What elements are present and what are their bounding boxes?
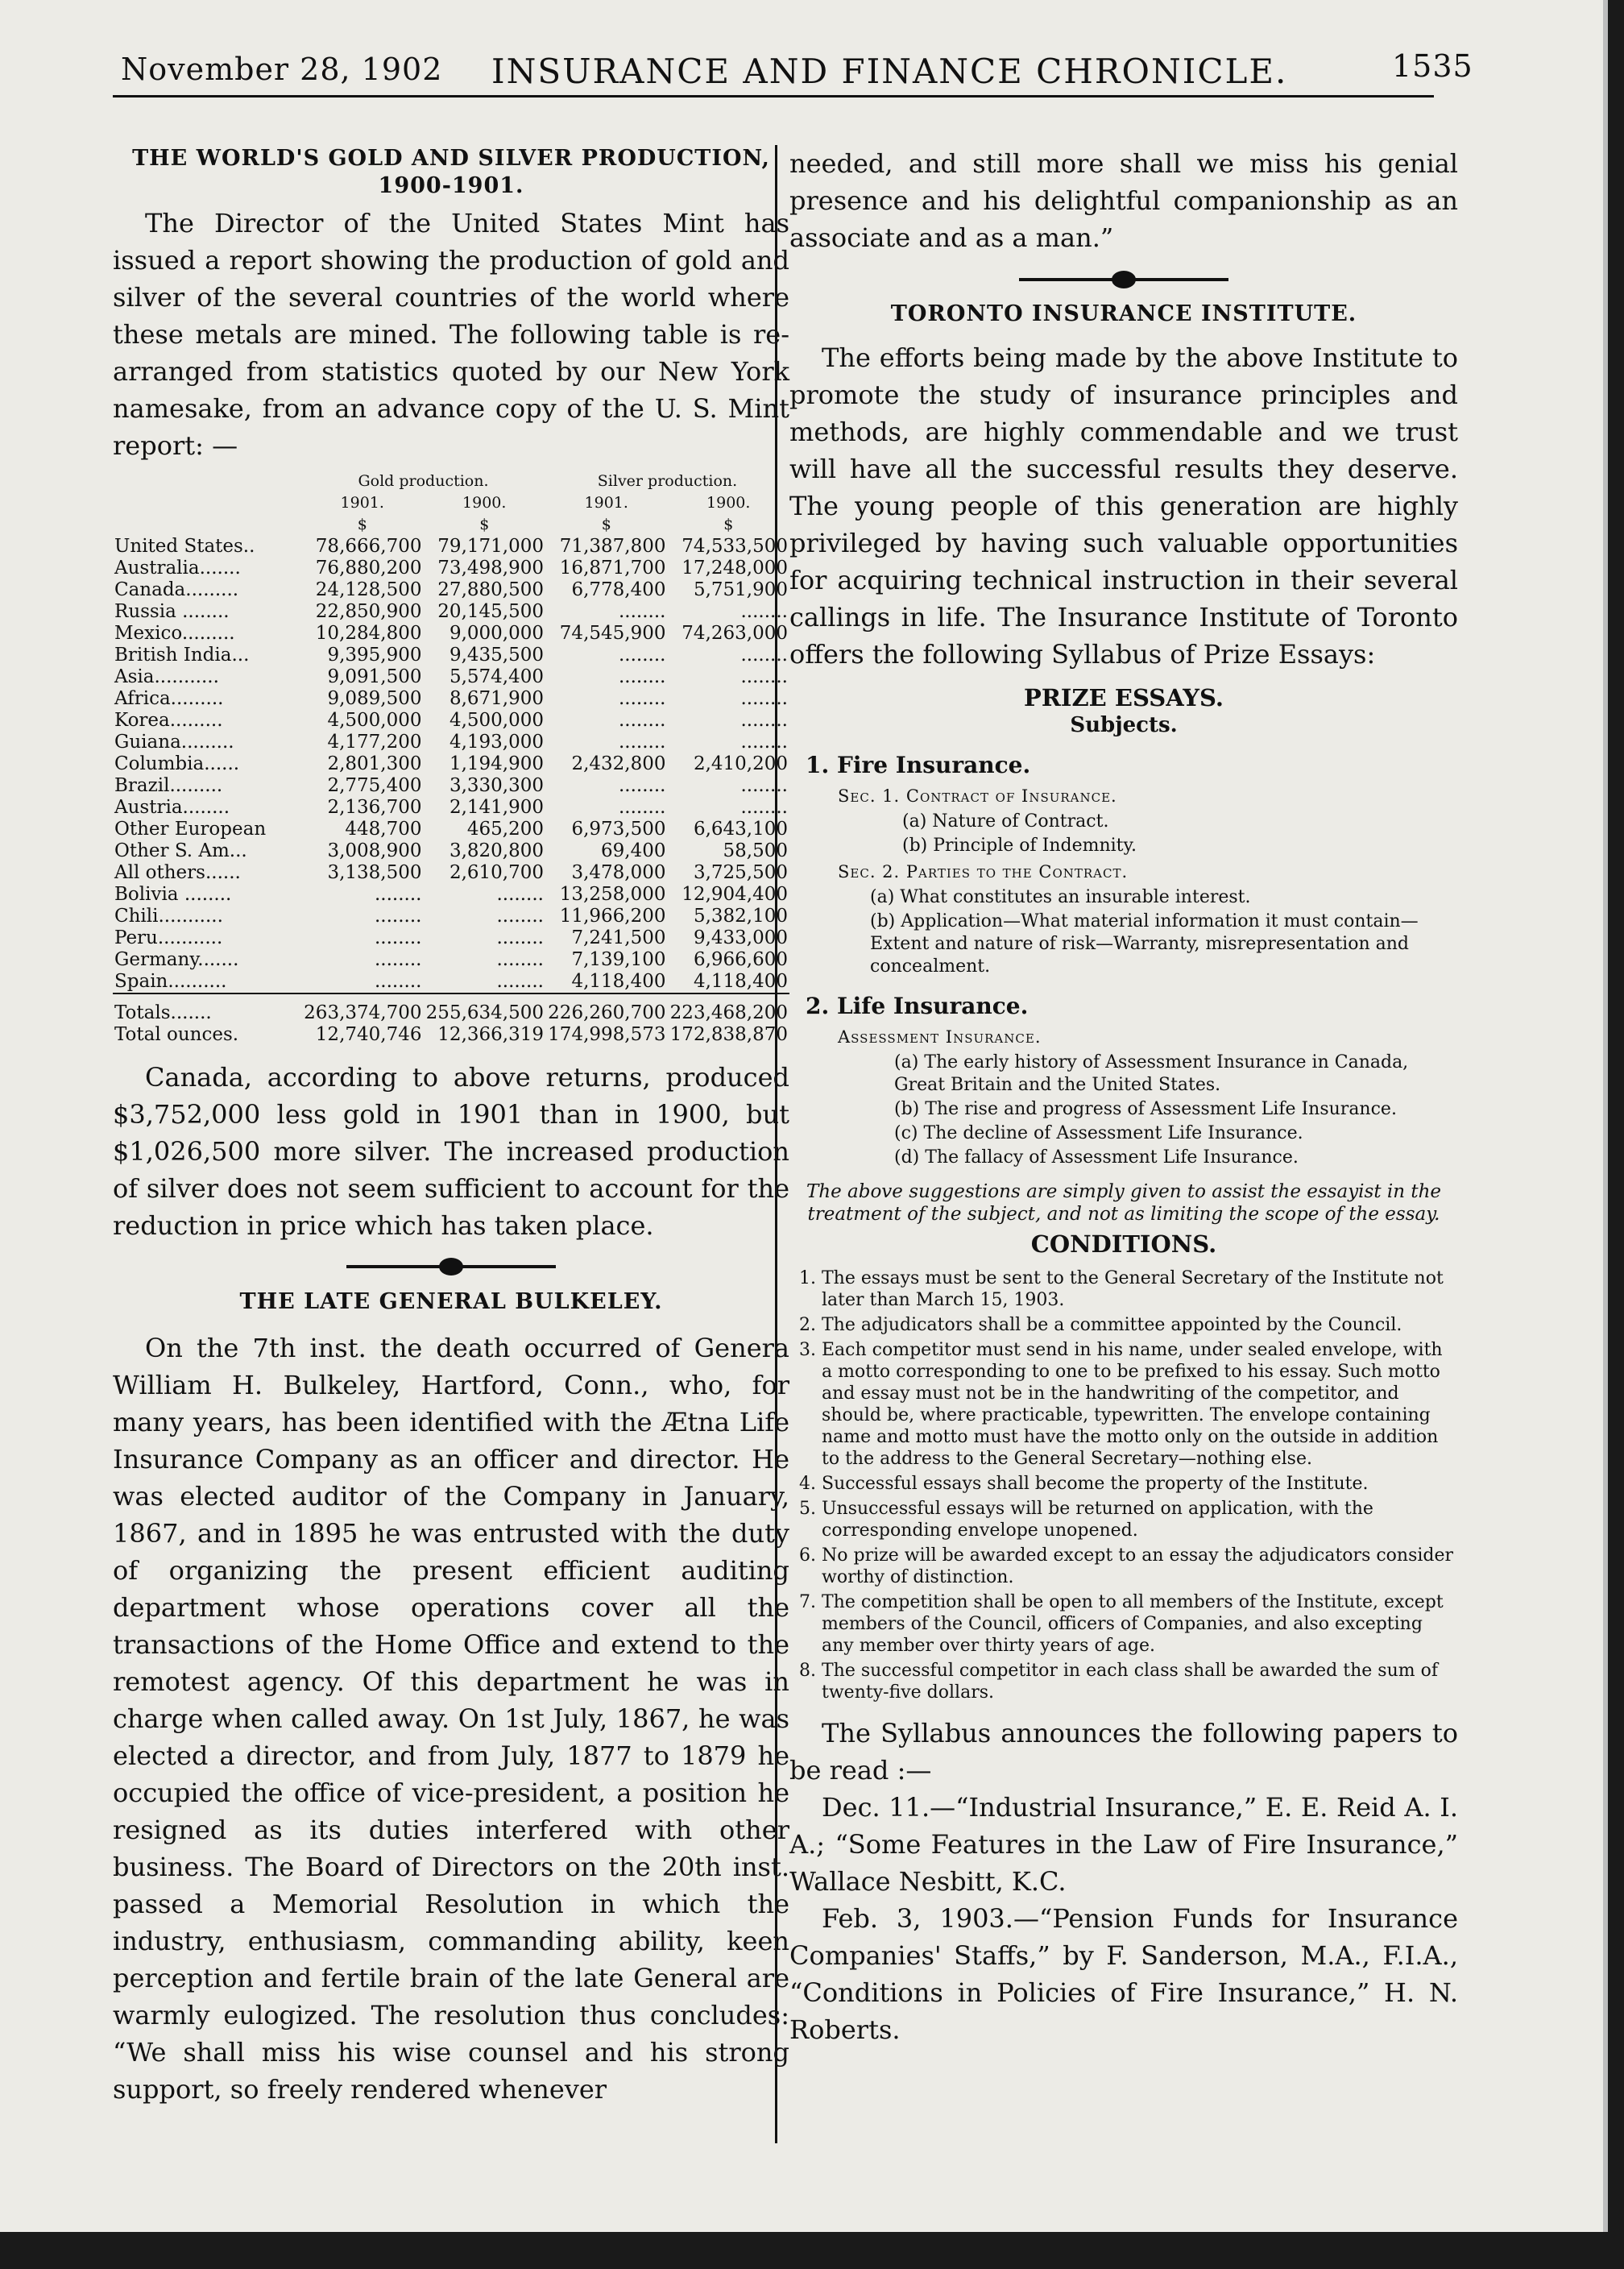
table-cell: 9,091,500 [327,666,422,687]
table-cell: 71,387,800 [559,535,666,557]
conditions-list [789,1267,1458,1703]
condition-item: 5. Unsuccessful essays will be returned on application, with the corresponding envelope unopened. [822,1498,1458,1541]
life-item: (a) The early history of Assessment Insurance in Canada, Great Britain and the United States. [894,1052,1409,1095]
fire-sec1: Sec. 1. Contract of Insurance. [838,786,1117,806]
table-group-gold: Gold production. [358,471,489,490]
table-row [113,645,789,666]
table-cell: 223,468,200 [668,993,790,1024]
table-row-label: United States.. [114,535,255,557]
table-cell: 2,432,800 [571,753,666,774]
table-unit: $ [601,515,611,533]
table-cell: 7,241,500 [571,927,666,948]
table-unit: $ [479,515,490,533]
syllabus-feb: Feb. 3, 1903.—“Pension Funds for Insurance Companies' Staffs,” by F. Sanderson, M.A., F.I.A., “Conditions in Policies of Fire Insurance,” H. N. Roberts. [789,1902,1458,2045]
fire-sec2-item: (a) What constitutes an insurable interest. [870,886,1251,907]
table-row-label: Bolivia ........ [114,883,232,905]
table-cell: ........ [740,796,788,818]
table-cell: 9,089,500 [327,687,422,709]
fire-sec1-item: (a) Nature of Contract. [902,811,1109,832]
table-year: 1900. [462,493,507,512]
condition-item: 6. No prize will be awarded except to an essay the adjudicators consider worthy of distinction. [822,1545,1458,1588]
table-year: 1901. [340,493,384,512]
table-cell: ........ [619,666,666,687]
table-cell: 78,666,700 [315,535,422,557]
table-row [113,862,789,884]
table-cell: 74,533,500 [682,535,788,557]
table-cell: 3,008,900 [327,840,422,861]
table-row-ounces [113,1024,789,1046]
table-cell: 2,136,700 [327,796,422,818]
table-cell: 12,904,400 [682,883,788,905]
table-cell: 226,260,700 [545,993,668,1024]
header-rule [113,95,1434,97]
table-cell: ........ [619,709,666,731]
table-cell: 2,141,900 [449,796,544,818]
table-row-label: Austria........ [114,796,230,818]
table-cell: ........ [740,600,788,622]
table-cell: 79,171,000 [437,535,544,557]
table-row-label: All others...... [114,861,241,883]
table-cell: 74,263,000 [682,622,788,644]
table-row-label: Columbia...... [114,753,240,774]
article-title-bulkeley: THE LATE GENERAL BULKELEY. [239,1288,663,1314]
table-cell: 5,574,400 [449,666,544,687]
table-year: 1900. [706,493,751,512]
table-cell: 5,751,900 [693,579,788,600]
table-cell: 20,145,500 [437,600,544,622]
table-row [113,753,789,775]
conditions-title: CONDITIONS. [1030,1230,1217,1258]
table-row-label: Africa......... [114,687,224,709]
table-row-totals [113,993,789,1024]
table-cell: ........ [375,948,422,970]
table-row [113,666,789,688]
table-row [113,710,789,732]
table-row-label: Guiana......... [114,731,234,753]
table-cell: 6,973,500 [571,818,666,840]
table-cell: 2,610,700 [449,861,544,883]
table-row [113,971,789,993]
table-cell: 448,700 [345,818,422,840]
table-cell: 5,382,100 [693,905,788,927]
table-cell: 13,258,000 [559,883,666,905]
table-row [113,623,789,645]
toronto-intro: The efforts being made by the above Institute to promote the study of insurance principles and methods, are highly commendable and we trust will have all the successful results they deserve. The young people of this generation are highly privileged by having such valuable opportunities for acquiring technical instruction in their several callings in life. The Insurance Institute of Toronto offers the following Syllabus of Prize Essays: [789,342,1458,670]
table-row [113,840,789,862]
table-cell: ........ [496,905,544,927]
table-cell: ........ [375,905,422,927]
condition-item: 1. The essays must be sent to the General Secretary of the Institute not later than March 15, 1903. [822,1267,1458,1311]
table-row [113,558,789,579]
table-cell: 6,643,100 [693,818,788,840]
table-cell: 172,838,870 [669,1023,788,1045]
table-cell: 3,138,500 [327,861,422,883]
suggestions-note: The above suggestions are simply given to assist the essayist in the treatment of the subject, and not as limiting the scope of the essay. [806,1180,1442,1225]
table-cell: 12,366,319 [437,1023,544,1045]
table-cell: 4,177,200 [327,731,422,753]
prize-essays-title: PRIZE ESSAYS. [1024,683,1224,711]
running-head-title: INSURANCE AND FINANCE CHRONICLE. [491,52,1288,91]
table-row-label: Total ounces. [114,1023,239,1045]
gold-conclusion-paragraph: Canada, according to above returns, produced $3,752,000 less gold in 1901 than in 1900, but $1,026,500 more silver. The increased production of silver does not seem sufficient to account for the reduction in price which has taken place. [113,1061,789,1241]
table-cell: ........ [496,970,544,992]
table-cell: 4,118,400 [571,970,666,992]
table-row-label: Brazil......... [114,774,223,796]
condition-item: 3. Each competitor must send in his name, under sealed envelope, with a motto corresponding to one to be prefixed to his essay. Such motto and essay must not be in the handwriting of the competitor, and should be, where practicable, typewritten. The envelope containing name and motto must have the motto only on the outside in addition to the address to the General Secretary—nothing else. [822,1339,1458,1470]
right-column [789,145,1458,2048]
table-row-label: Germany....... [114,948,239,970]
table-cell: ........ [740,731,788,753]
table-cell: ........ [619,731,666,753]
table-cell: 8,671,900 [449,687,544,709]
article-title-line1: THE WORLD'S GOLD AND SILVER PRODUCTION, [132,146,770,171]
table-cell: 73,498,900 [437,557,544,579]
table-row-label: Asia........... [114,666,219,687]
table-cell: 1,194,900 [449,753,544,774]
table-corner [113,471,301,492]
table-cell: ........ [740,774,788,796]
table-row-label: Korea......... [114,709,223,731]
table-row [113,819,789,840]
table-row-label: Totals....... [113,993,301,1024]
section-separator [789,271,1458,286]
table-cell: 12,740,746 [315,1023,422,1045]
table-cell: 58,500 [723,840,788,861]
table-cell: 263,374,700 [301,993,424,1024]
table-cell: 4,500,000 [327,709,422,731]
table-row-label: Australia....... [114,557,241,579]
subjects-title: Subjects. [1070,712,1178,737]
table-cell: 17,248,000 [682,557,788,579]
article-title-gold [113,145,789,200]
table-cell: 2,775,400 [327,774,422,796]
table-cell: ........ [375,883,422,905]
table-cell: 6,966,600 [693,948,788,970]
table-cell: ........ [619,644,666,666]
table-row-label: Russia ........ [114,600,230,622]
table-row [113,906,789,927]
table-cell: ........ [619,796,666,818]
production-table [113,471,789,1046]
table-row [113,688,789,710]
table-cell: ........ [496,948,544,970]
condition-item: 7. The competition shall be open to all members of the Institute, except members of the Council, officers of Companies, and also excepting any member over thirty years of age. [822,1591,1458,1657]
table-cell: 255,634,500 [424,993,546,1024]
table-row-label: British India... [114,644,250,666]
table-row [113,579,789,601]
table-row [113,732,789,753]
life-sec: Assessment Insurance. [838,1027,1042,1047]
table-cell: 4,500,000 [449,709,544,731]
table-cell: 6,778,400 [571,579,666,600]
syllabus-dec: Dec. 11.—“Industrial Insurance,” E. E. Reid A. I. A.; “Some Features in the Law of Fire Insurance,” Wallace Nesbitt, K.C. [789,1791,1458,1897]
table-cell: 465,200 [466,818,544,840]
table-cell: ........ [740,666,788,687]
article-title-toronto: TORONTO INSURANCE INSTITUTE. [890,301,1357,326]
table-row-label: Peru........... [114,927,223,948]
condition-item: 4. Successful essays shall become the property of the Institute. [822,1473,1458,1495]
table-row-label: Other S. Am... [114,840,247,861]
table-cell: ........ [496,927,544,948]
table-cell: 9,435,500 [449,644,544,666]
life-item: (b) The rise and progress of Assessment Life Insurance. [894,1098,1397,1119]
table-row [113,884,789,906]
table-row [113,949,789,971]
table-unit: $ [357,515,367,533]
table-row-label: Canada......... [114,579,239,600]
section-separator [113,1259,789,1274]
table-cell: 27,880,500 [437,579,544,600]
table-cell: 3,725,500 [693,861,788,883]
bulkeley-paragraph: On the 7th inst. the death occurred of Genera William H. Bulkeley, Hartford, Conn., who, for many years, has been identified with the Ætna Life Insurance Company as an officer and director. He was elected auditor of the Company in January, 1867, and in 1895 he was entrusted with the duty of organizing the present efficient auditing department whose operations cover all the transactions of the Home Office and extend to the remotest agency. Of this department he was in charge when called away. On 1st July, 1867, he was elected a director, and from July, 1877 to 1879 he occupied the office of vice-president, a position he resigned as its duties interfered with other business. The Board of Directors on the 20th inst. passed a Memorial Resolution in which the industry, enthusiasm, commanding ability, keen perception and fertile brain of the late General are warmly eulogized. The resolution thus concludes: “We shall miss his wise counsel and his strong support, so freely rendered whenever [113,1333,789,2105]
table-cell: ........ [619,774,666,796]
table-row-label: Mexico......... [114,622,235,644]
fire-sec2: Sec. 2. Parties to the Contract. [838,861,1129,881]
table-cell: ........ [740,687,788,709]
life-item: (d) The fallacy of Assessment Life Insurance. [894,1147,1299,1168]
table-body [113,536,789,1046]
table-row-label: Chili........... [114,905,223,927]
table-cell: 74,545,900 [559,622,666,644]
table-cell: 7,139,100 [571,948,666,970]
running-head-date: November 28, 1902 [121,52,443,87]
table-row [113,775,789,797]
table-cell: 76,880,200 [315,557,422,579]
table-cell: 9,433,000 [693,927,788,948]
left-column [113,145,789,2108]
table-cell: 174,998,573 [548,1023,666,1045]
table-row [113,601,789,623]
table-year: 1901. [584,493,628,512]
article-title-line2: 1900-1901. [378,172,524,198]
table-cell: ........ [496,883,544,905]
life-insurance-title: 2. Life Insurance. [806,992,1029,1019]
table-cell: ........ [740,709,788,731]
page-number: 1535 [1392,48,1473,84]
fire-insurance-title: 1. Fire Insurance. [806,751,1031,778]
table-cell: 2,801,300 [327,753,422,774]
table-cell: 24,128,500 [315,579,422,600]
fire-sec1-item: (b) Principle of Indemnity. [902,835,1137,856]
table-cell: ........ [619,687,666,709]
table-cell: ........ [375,927,422,948]
table-cell: 3,478,000 [571,861,666,883]
table-cell: ........ [740,644,788,666]
table-row [113,536,789,558]
bulkeley-continued: needed, and still more shall we miss his genial presence and his delightful companionship as an associate and as a man.” [789,148,1458,253]
table-group-silver: Silver production. [597,471,738,490]
table-cell: 4,193,000 [449,731,544,753]
gold-intro-paragraph: The Director of the United States Mint has issued a report showing the production of gold and silver of the several countries of the world where these metals are mined. The following table is re-arranged from statistics quoted by our New York namesake, from an advance copy of the U. S. Mint report: — [113,207,789,461]
table-cell: 3,820,800 [449,840,544,861]
table-cell: ........ [375,970,422,992]
table-row-label: Spain.......... [114,970,227,992]
table-cell: 22,850,900 [315,600,422,622]
table-row-label: Other European [114,818,267,840]
table-cell: 11,966,200 [559,905,666,927]
table-cell: 10,284,800 [315,622,422,644]
condition-item: 2. The adjudicators shall be a committee appointed by the Council. [822,1314,1458,1336]
table-row [113,927,789,949]
table-cell: 3,330,300 [449,774,544,796]
table-cell: 9,395,900 [327,644,422,666]
table-unit: $ [723,515,734,533]
table-row [113,797,789,819]
life-item: (c) The decline of Assessment Life Insurance. [894,1122,1303,1143]
table-cell: 9,000,000 [449,622,544,644]
table-cell: ........ [619,600,666,622]
table-cell: 69,400 [601,840,666,861]
condition-item: 8. The successful competitor in each class shall be awarded the sum of twenty-five dollars. [822,1660,1458,1703]
table-cell: 16,871,700 [559,557,666,579]
syllabus-paragraph: The Syllabus announces the following papers to be read :— [789,1717,1458,1786]
table-cell: 2,410,200 [693,753,788,774]
table-cell: 4,118,400 [693,970,788,992]
fire-sec2-item: (b) Application—What material information it must contain—Extent and nature of risk—Warranty, misrepresentation and concealment. [870,911,1419,977]
